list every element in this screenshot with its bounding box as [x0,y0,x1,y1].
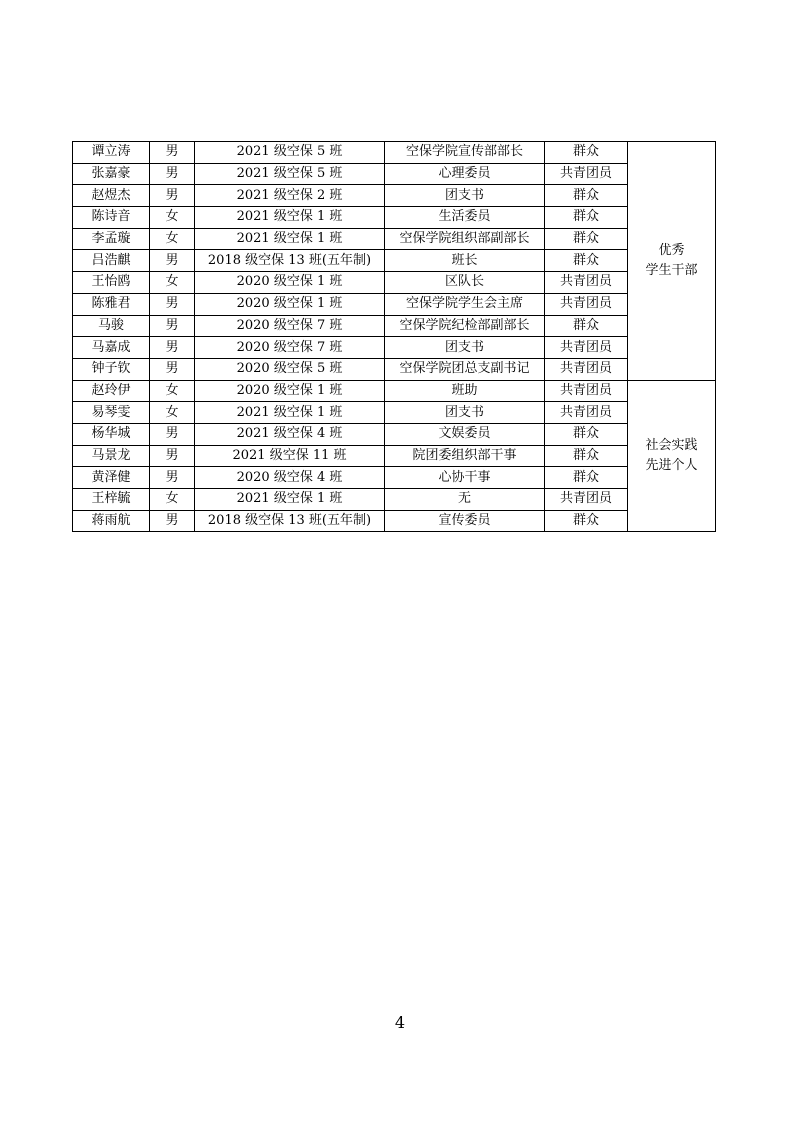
class-name-cell: 2020 级空保 1 班 [195,272,385,294]
table-row [73,250,716,272]
gender-cell: 女 [150,489,195,511]
gender-cell: 女 [150,380,195,402]
position-cell: 空保学院宣传部部长 [385,142,545,164]
political-status-cell: 共青团员 [545,489,628,511]
table-row [73,467,716,489]
table-row [73,402,716,424]
political-status-cell: 群众 [545,423,628,445]
political-status-cell: 群众 [545,510,628,532]
award-category-line2: 学生干部 [645,262,698,278]
student-name-cell: 黄泽健 [73,467,150,489]
position-cell: 空保学院组织部副部长 [385,228,545,250]
political-status-cell: 群众 [545,185,628,207]
position-cell: 团支书 [385,402,545,424]
political-status-cell: 群众 [545,228,628,250]
position-cell: 宣传委员 [385,510,545,532]
position-cell: 文娱委员 [385,423,545,445]
political-status-cell: 共青团员 [545,272,628,294]
gender-cell: 女 [150,402,195,424]
award-category-cell [628,142,716,381]
table-row [73,228,716,250]
award-category-line1: 优秀 [658,242,685,258]
position-cell: 生活委员 [385,207,545,229]
student-name-cell: 钟子钦 [73,358,150,380]
student-name-cell: 马骏 [73,315,150,337]
political-status-cell: 群众 [545,250,628,272]
political-status-cell: 共青团员 [545,163,628,185]
political-status-cell: 群众 [545,467,628,489]
class-name-cell: 2021 级空保 5 班 [195,142,385,164]
award-category-cell [628,380,716,532]
table-row [73,445,716,467]
student-name-cell: 赵煜杰 [73,185,150,207]
class-name-cell: 2020 级空保 1 班 [195,293,385,315]
class-name-cell: 2021 级空保 11 班 [195,445,385,467]
student-name-cell: 王怡鸥 [73,272,150,294]
award-roster-table [72,141,716,532]
class-name-cell: 2021 级空保 1 班 [195,489,385,511]
gender-cell: 男 [150,467,195,489]
student-name-cell: 谭立涛 [73,142,150,164]
table-row [73,510,716,532]
student-name-cell: 张嘉豪 [73,163,150,185]
student-name-cell: 马嘉成 [73,337,150,359]
student-name-cell: 杨华城 [73,423,150,445]
class-name-cell: 2021 级空保 4 班 [195,423,385,445]
student-name-cell: 王梓毓 [73,489,150,511]
political-status-cell: 群众 [545,445,628,467]
table-row [73,358,716,380]
class-name-cell: 2018 级空保 13 班(五年制) [195,250,385,272]
position-cell: 团支书 [385,185,545,207]
political-status-cell: 共青团员 [545,402,628,424]
class-name-cell: 2021 级空保 1 班 [195,228,385,250]
gender-cell: 男 [150,423,195,445]
class-name-cell: 2020 级空保 7 班 [195,315,385,337]
political-status-cell: 共青团员 [545,293,628,315]
position-cell: 空保学院纪检部副部长 [385,315,545,337]
table-row [73,185,716,207]
table-row [73,380,716,402]
gender-cell: 男 [150,293,195,315]
table-row [73,423,716,445]
political-status-cell: 群众 [545,142,628,164]
award-category-line2: 先进个人 [645,457,698,473]
page-number: 4 [394,1013,406,1032]
class-name-cell: 2021 级空保 1 班 [195,207,385,229]
table-row [73,272,716,294]
gender-cell: 男 [150,250,195,272]
table-row [73,337,716,359]
student-name-cell: 李孟璇 [73,228,150,250]
table-row [73,489,716,511]
gender-cell: 男 [150,315,195,337]
table-row [73,293,716,315]
class-name-cell: 2018 级空保 13 班(五年制) [195,510,385,532]
gender-cell: 女 [150,228,195,250]
class-name-cell: 2021 级空保 2 班 [195,185,385,207]
table-row [73,315,716,337]
political-status-cell: 共青团员 [545,337,628,359]
student-name-cell: 蒋雨航 [73,510,150,532]
student-name-cell: 陈诗音 [73,207,150,229]
class-name-cell: 2020 级空保 7 班 [195,337,385,359]
gender-cell: 女 [150,207,195,229]
student-name-cell: 易琴雯 [73,402,150,424]
political-status-cell: 共青团员 [545,380,628,402]
award-category-line1: 社会实践 [645,437,698,453]
political-status-cell: 群众 [545,315,628,337]
gender-cell: 男 [150,337,195,359]
position-cell: 班助 [385,380,545,402]
table-row [73,207,716,229]
table-row [73,142,716,164]
student-name-cell: 吕浩麒 [73,250,150,272]
student-name-cell: 陈雅君 [73,293,150,315]
class-name-cell: 2021 级空保 1 班 [195,402,385,424]
student-name-cell: 赵玲伊 [73,380,150,402]
position-cell: 班长 [385,250,545,272]
position-cell: 无 [385,489,545,511]
class-name-cell: 2021 级空保 5 班 [195,163,385,185]
gender-cell: 男 [150,163,195,185]
position-cell: 空保学院团总支副书记 [385,358,545,380]
position-cell: 心协干事 [385,467,545,489]
gender-cell: 男 [150,358,195,380]
gender-cell: 男 [150,142,195,164]
table-row [73,163,716,185]
position-cell: 空保学院学生会主席 [385,293,545,315]
class-name-cell: 2020 级空保 5 班 [195,358,385,380]
political-status-cell: 共青团员 [545,358,628,380]
class-name-cell: 2020 级空保 4 班 [195,467,385,489]
gender-cell: 女 [150,272,195,294]
position-cell: 团支书 [385,337,545,359]
gender-cell: 男 [150,510,195,532]
position-cell: 区队长 [385,272,545,294]
student-name-cell: 马景龙 [73,445,150,467]
class-name-cell: 2020 级空保 1 班 [195,380,385,402]
gender-cell: 男 [150,185,195,207]
position-cell: 心理委员 [385,163,545,185]
gender-cell: 男 [150,445,195,467]
political-status-cell: 群众 [545,207,628,229]
position-cell: 院团委组织部干事 [385,445,545,467]
roster-body [73,142,716,532]
